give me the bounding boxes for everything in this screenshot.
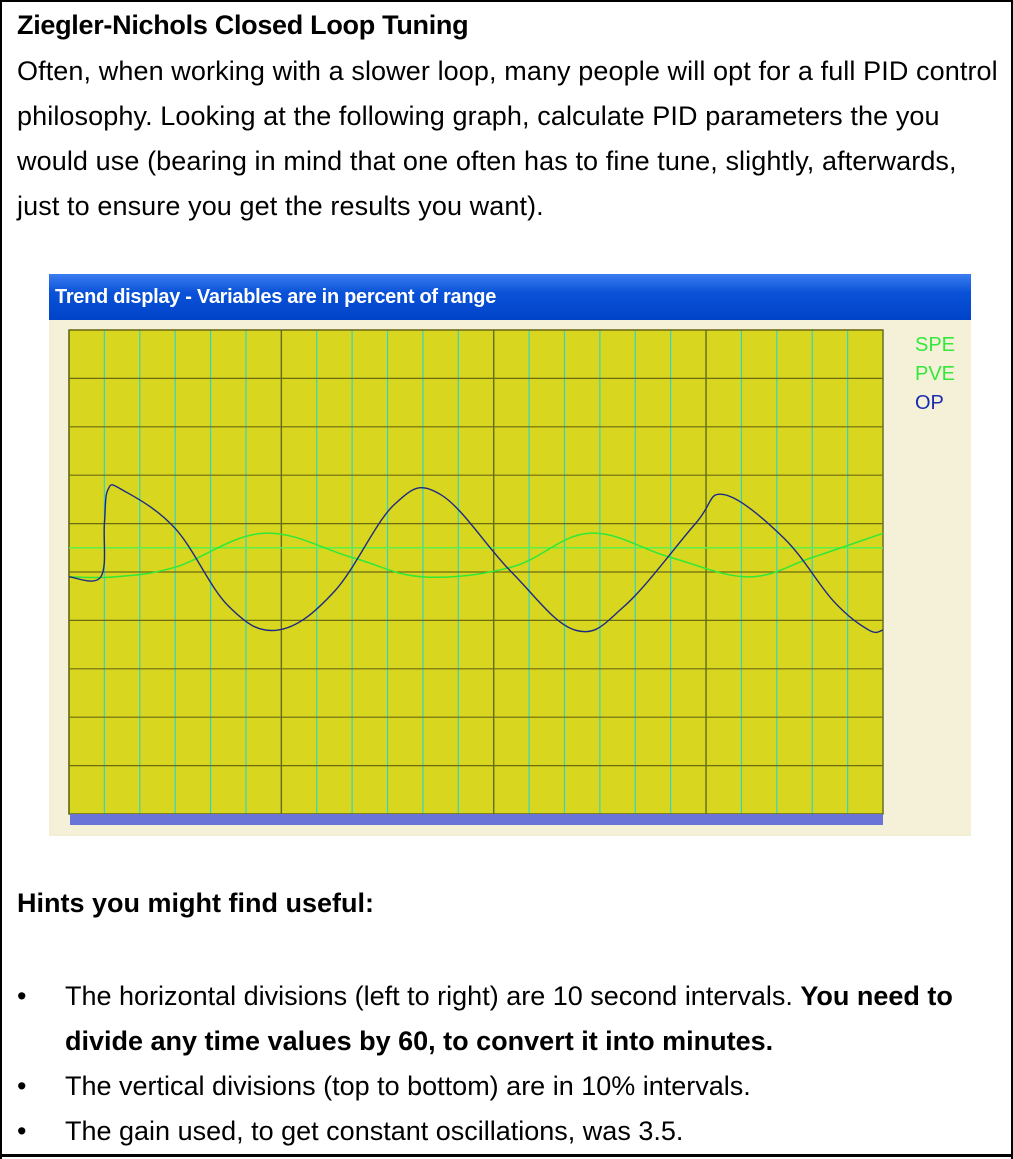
legend-pve: PVE: [915, 363, 956, 385]
bullet-icon: •: [17, 1071, 27, 1101]
legend-op: OP: [915, 392, 944, 414]
hint-bold-text: You need to divide any time values by 60, to convert it into minutes.: [65, 981, 953, 1056]
trend-window: [49, 274, 971, 836]
trend-chart: [52, 320, 971, 834]
bottom-rule: [2, 1154, 1011, 1157]
document-title: Ziegler-Nichols Closed Loop Tuning: [17, 10, 469, 40]
trend-title: Trend display - Variables are in percent of range: [55, 286, 497, 308]
hints-heading: Hints you might find useful:: [17, 888, 374, 918]
trend-legend: [915, 331, 955, 418]
trend-scrollbar[interactable]: [70, 814, 883, 825]
hint-text: The horizontal divisions (left to right) are 10 second intervals.: [65, 981, 801, 1011]
hint-item: [17, 1109, 1007, 1154]
hint-item: [17, 1064, 1007, 1109]
hint-text: The gain used, to get constant oscillations, was 3.5.: [65, 1116, 684, 1146]
hint-text: The vertical divisions (top to bottom) are in 10% intervals.: [65, 1071, 751, 1101]
trend-panel: [52, 320, 971, 834]
hints-list: [17, 974, 1007, 1154]
bullet-icon: •: [17, 981, 27, 1011]
hint-item: [17, 974, 1007, 1064]
trend-titlebar: [49, 274, 971, 320]
legend-spe: SPE: [915, 334, 956, 356]
intro-paragraph: Often, when working with a slower loop, many people will opt for a full PID control philosophy. Looking at the following graph, calculate PID parameters the you would use (bearing in mind that one often has to fine tune, slightly, afterwards, just to ensure you get the results you want).: [17, 56, 998, 221]
bullet-icon: •: [17, 1116, 27, 1146]
